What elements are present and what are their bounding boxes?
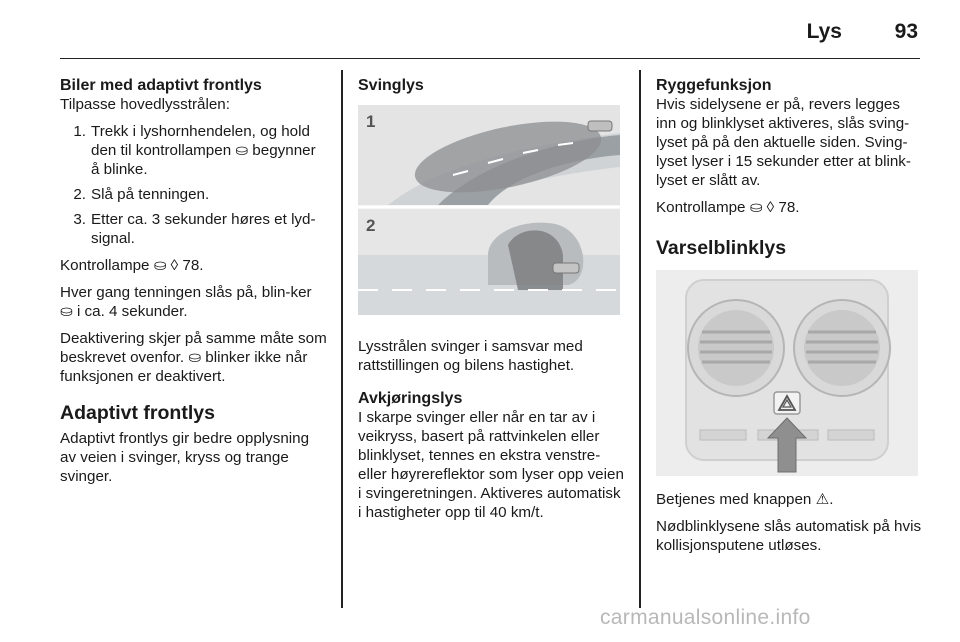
list-item xyxy=(60,185,328,204)
paragraph: Betjenes med knappen ⚠. xyxy=(656,491,834,508)
section-title: Lys xyxy=(806,20,842,43)
control-lamp-text: Kontrollampe ⛀ ◊ 78. xyxy=(60,257,204,274)
list-item xyxy=(60,122,328,179)
air-vent-right xyxy=(794,300,890,396)
control-lamp-text: Kontrollampe ⛀ ◊ 78. xyxy=(656,199,800,216)
cornering-light-illustration xyxy=(358,105,620,315)
figure-label-2: 2 xyxy=(366,216,376,235)
page-number: 93 xyxy=(894,20,918,43)
column-divider xyxy=(639,70,641,608)
paragraph: Hver gang tenningen slås på, blin-ker ⛀ i ca. 4 sekunder. xyxy=(60,284,312,320)
heading-cornering-light: Svinglys xyxy=(358,77,424,94)
hazard-button[interactable] xyxy=(774,392,800,414)
step-text: Slå på tenningen. xyxy=(91,186,210,203)
paragraph: I skarpe svinger eller når en tar av i veikryss, basert på rattvinkelen eller blinklyset, tennes en ekstra venstre- eller høyrereflektor som lyser opp veien i svingeretningen. Aktiveres automatisk i hastigheter opp til 40 km/t. xyxy=(358,409,624,521)
step-text: Etter ca. 3 sekunder høres et lyd-signal. xyxy=(91,211,316,247)
air-vent-left xyxy=(688,300,784,396)
steps-list xyxy=(60,122,328,248)
column-right xyxy=(656,76,922,563)
heading-turning-light: Avkjøringslys xyxy=(358,390,463,407)
heading-adaptive-headlights: Adaptivt frontlys xyxy=(60,402,215,424)
step-number: 1. xyxy=(73,123,86,140)
heading-hazard-lights: Varselblinklys xyxy=(656,237,787,259)
column-middle xyxy=(358,76,626,530)
column-left xyxy=(60,76,328,494)
list-item xyxy=(60,210,328,248)
step-number: 2. xyxy=(73,186,86,203)
paragraph: Adaptivt frontlys gir bedre opplysning av veien i svinger, kryss og trange svinger. xyxy=(60,430,310,485)
figure-label-1: 1 xyxy=(366,112,376,131)
column-divider xyxy=(341,70,343,608)
intro-text: Tilpasse hovedlysstrålen: xyxy=(60,96,230,113)
heading-reverse-function: Ryggefunksjon xyxy=(656,77,772,94)
heading-adaptive-headlight-cars: Biler med adaptivt frontlys xyxy=(60,77,262,94)
step-number: 3. xyxy=(73,211,86,228)
paragraph: Lysstrålen svinger i samsvar med rattstillingen og bilens hastighet. xyxy=(358,338,583,374)
paragraph: Nødblinklysene slås automatisk på hvis kollisjonsputene utløses. xyxy=(656,518,922,554)
watermark: carmanualsonline.info xyxy=(600,606,811,629)
paragraph: Hvis sidelysene er på, revers legges inn og blinklyset aktiveres, slås sving-lyset på på den aktuelle siden. Sving-lyset lyser i 15 sekunder etter at blink-lyset er slått av. xyxy=(656,96,911,189)
step-text: Trekk i lyshornhendelen, og hold den til kontrollampen ⛀ begynner å blinke. xyxy=(91,123,316,178)
page-header xyxy=(60,18,920,59)
paragraph: Deaktivering skjer på samme måte som beskrevet ovenfor. ⛀ blinker ikke når funksjonen er deaktivert. xyxy=(60,330,327,385)
hazard-button-illustration xyxy=(656,270,918,476)
